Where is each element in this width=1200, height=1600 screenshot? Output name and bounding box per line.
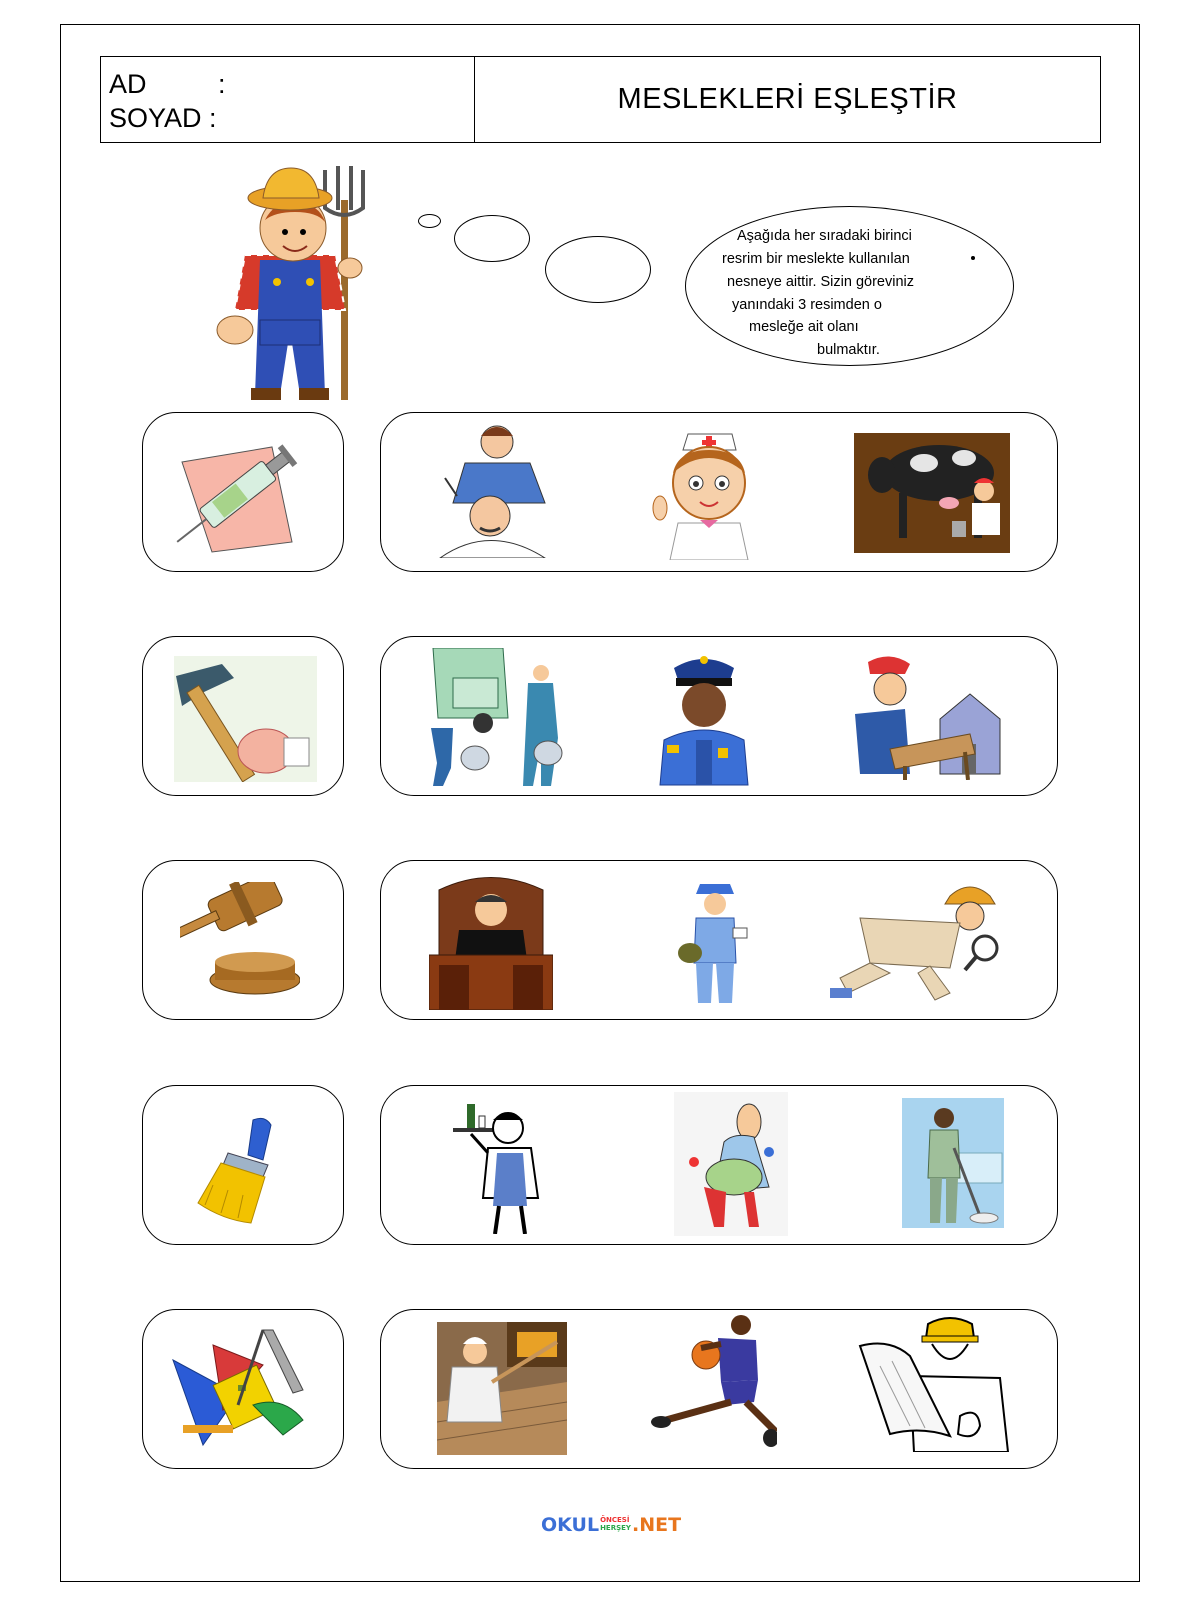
nurse-icon[interactable] [648,428,771,560]
instruction-line-5: mesleğe ait olanı [749,319,859,335]
name-colon: : [218,69,226,99]
page-title: MESLEKLERİ EŞLEŞTİR [617,83,958,115]
baker-icon[interactable] [437,1322,567,1455]
cleaner-icon[interactable] [902,1098,1004,1228]
instruction-line-3: nesneye aittir. Sizin göreviniz [727,274,914,290]
logo-part-2: ÖNCESİ [600,1516,630,1524]
painter-icon[interactable] [674,1092,788,1236]
logo-part-3: HERŞEY [600,1524,632,1532]
gavel-icon[interactable] [180,882,300,997]
detective-icon[interactable] [830,878,1002,1006]
syringe-icon[interactable] [172,422,310,555]
judge-icon[interactable] [429,870,553,1010]
hammer-icon[interactable] [174,656,317,782]
thought-bubble-small [418,214,441,228]
instruction-line-4: yanındaki 3 resimden o [732,297,882,313]
police-officer-icon[interactable] [652,650,756,786]
garbage-collector-icon[interactable] [423,648,566,786]
stray-dot [971,256,975,260]
mail-carrier-icon[interactable] [678,878,751,1008]
milkman-cow-icon[interactable] [854,433,1010,553]
waiter-icon[interactable] [453,1098,550,1234]
thought-bubble-medium [454,215,530,262]
drafting-tools-icon[interactable] [163,1325,315,1452]
student-info-cell [101,57,475,142]
name-label: AD [109,69,147,99]
engineer-icon[interactable] [850,1316,1010,1452]
instruction-line-6: bulmaktır. [817,342,880,358]
basketball-player-icon[interactable] [646,1310,777,1450]
thought-bubble-large [545,236,651,303]
site-logo[interactable] [541,1514,681,1536]
instruction-line-1: Aşağıda her sıradaki birinci [737,228,912,244]
carpenter-icon[interactable] [850,654,1003,780]
paintbrush-icon[interactable] [193,1115,289,1225]
surname-label: SOYAD : [109,103,217,133]
logo-part-1: OKUL [541,1514,600,1536]
logo-part-4: .NET [632,1514,682,1536]
barber-icon[interactable] [435,418,550,558]
farmer-illustration [215,160,385,402]
instruction-line-2: resrim bir meslekte kullanılan [722,251,910,267]
worksheet-header [100,56,1101,143]
title-cell [475,57,1100,142]
